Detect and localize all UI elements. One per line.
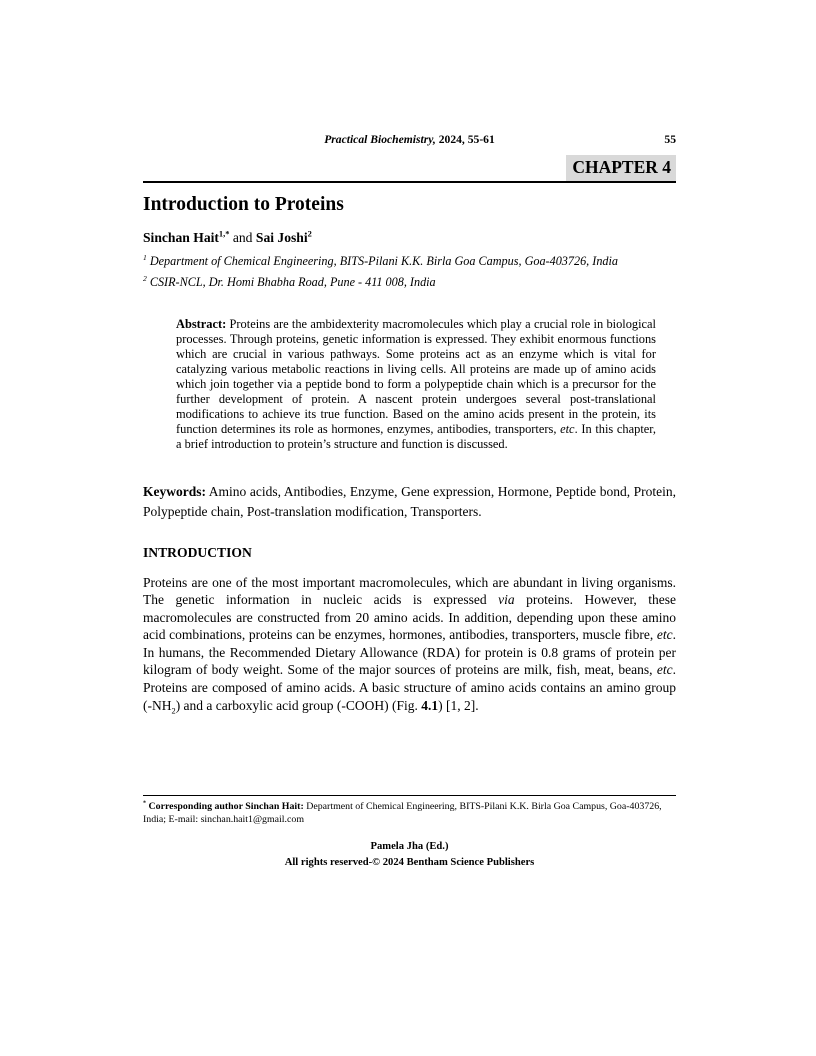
journal-title: Practical Biochemistry, (324, 133, 436, 146)
running-head (143, 133, 676, 148)
nh2-subscript: 2 (171, 706, 176, 716)
keywords-paragraph: Keywords: Amino acids, Antibodies, Enzyme, Gene expression, Hormone, Peptide bond, Protein, Polypeptide chain, Post-translation modification, Transporters. (143, 484, 676, 519)
chapter-title: Introduction to Proteins (143, 194, 344, 215)
figure-reference: 4.1 (421, 697, 439, 713)
affiliation-2-superscript: 2 (143, 273, 147, 283)
affiliation-1-superscript: 1 (143, 252, 147, 262)
footnote-label: Corresponding author Sinchan Hait: (146, 801, 304, 812)
chapter-banner-row (143, 155, 676, 181)
affiliation-1: $^1$ Department of Chemical Engineering, BITS-Pilani K.K. Birla Goa Campus, Goa-403726, India (143, 252, 618, 268)
author-2: Sai Joshi$^2$ (255, 228, 312, 245)
author-1: Sinchan Hait$^{1,*}$ (143, 228, 230, 245)
author-1-superscript: 1,* (218, 228, 230, 239)
book-footer (143, 839, 676, 871)
page-content (143, 0, 676, 728)
corresponding-author-footnote: * Corresponding author Sinchan Hait: Department of Chemical Engineering, BITS-Pilani K.K. Birla Goa Campus, Goa-403726, India; E-mail: sinchan.hait1@gmail.com (143, 800, 662, 826)
introduction-paragraph: Proteins are one of the most important macromolecules, which are abundant in living organisms. The genetic information in nucleic acids is expressed via proteins. However, these macromolecules are constructed from 20 amino acids. In addition, depending upon these amino acid combinations, proteins can be enzymes, hormones, antibodies, transporters, muscle fibre, etc. In humans, the Recommended Dietary Allowance (RDA) for protein is 0.8 grams of protein per kilogram of body weight. Some of the major sources of proteins are milk, fish, meat, beans, etc. Proteins are composed of amino acids. A basic structure of amino acids contains an amino group $(-NH_2)$ and a carboxylic acid group (-COOH) (Fig. 4.1) [1, 2]. (143, 574, 677, 716)
header-rule (143, 181, 676, 183)
abstract-label: Abstract: (176, 317, 227, 331)
authors-line (143, 230, 676, 246)
authors-connector: and (229, 230, 256, 245)
footnote-asterisk: * (143, 800, 147, 807)
rights-line: All rights reserved-© 2024 Bentham Science Publishers (284, 856, 535, 868)
affiliations (143, 254, 676, 290)
page-bottom-block (143, 795, 676, 871)
introduction-heading: INTRODUCTION (143, 544, 252, 560)
author-2-superscript: 2 (307, 228, 312, 239)
editor-line: Pamela Jha (Ed.) (370, 840, 449, 852)
affiliation-2: $^2$ CSIR-NCL, Dr. Homi Bhabha Road, Pune - 411 008, India (143, 273, 436, 289)
footnote-rule (143, 795, 676, 796)
journal-issue-pages: 2024, 55-61 (435, 133, 495, 146)
abstract-paragraph: Abstract: Proteins are the ambidexterity macromolecules which play a crucial role in biological processes. Through proteins, genetic information is expressed. They exhibit enormous functions which are crucial in various pathways. Some proteins act as an enzyme which is vital for catalyzing various metabolic reactions in living cells. All proteins are made up of amino acids which join together via a peptide bond to form a polypeptide chain which is a precursor for the further development of protein. A nascent protein undergoes several post-translational modifications to achieve its true function. Based on the amino acids present in the protein, its function determines its role as hormones, enzymes, antibodies, transporters, etc. In this chapter, a brief introduction to protein’s structure and function is discussed. (176, 317, 656, 451)
page-number: 55 (664, 133, 676, 146)
keywords-label: Keywords: (143, 484, 206, 499)
chapter-label: CHAPTER 4 (566, 155, 676, 181)
